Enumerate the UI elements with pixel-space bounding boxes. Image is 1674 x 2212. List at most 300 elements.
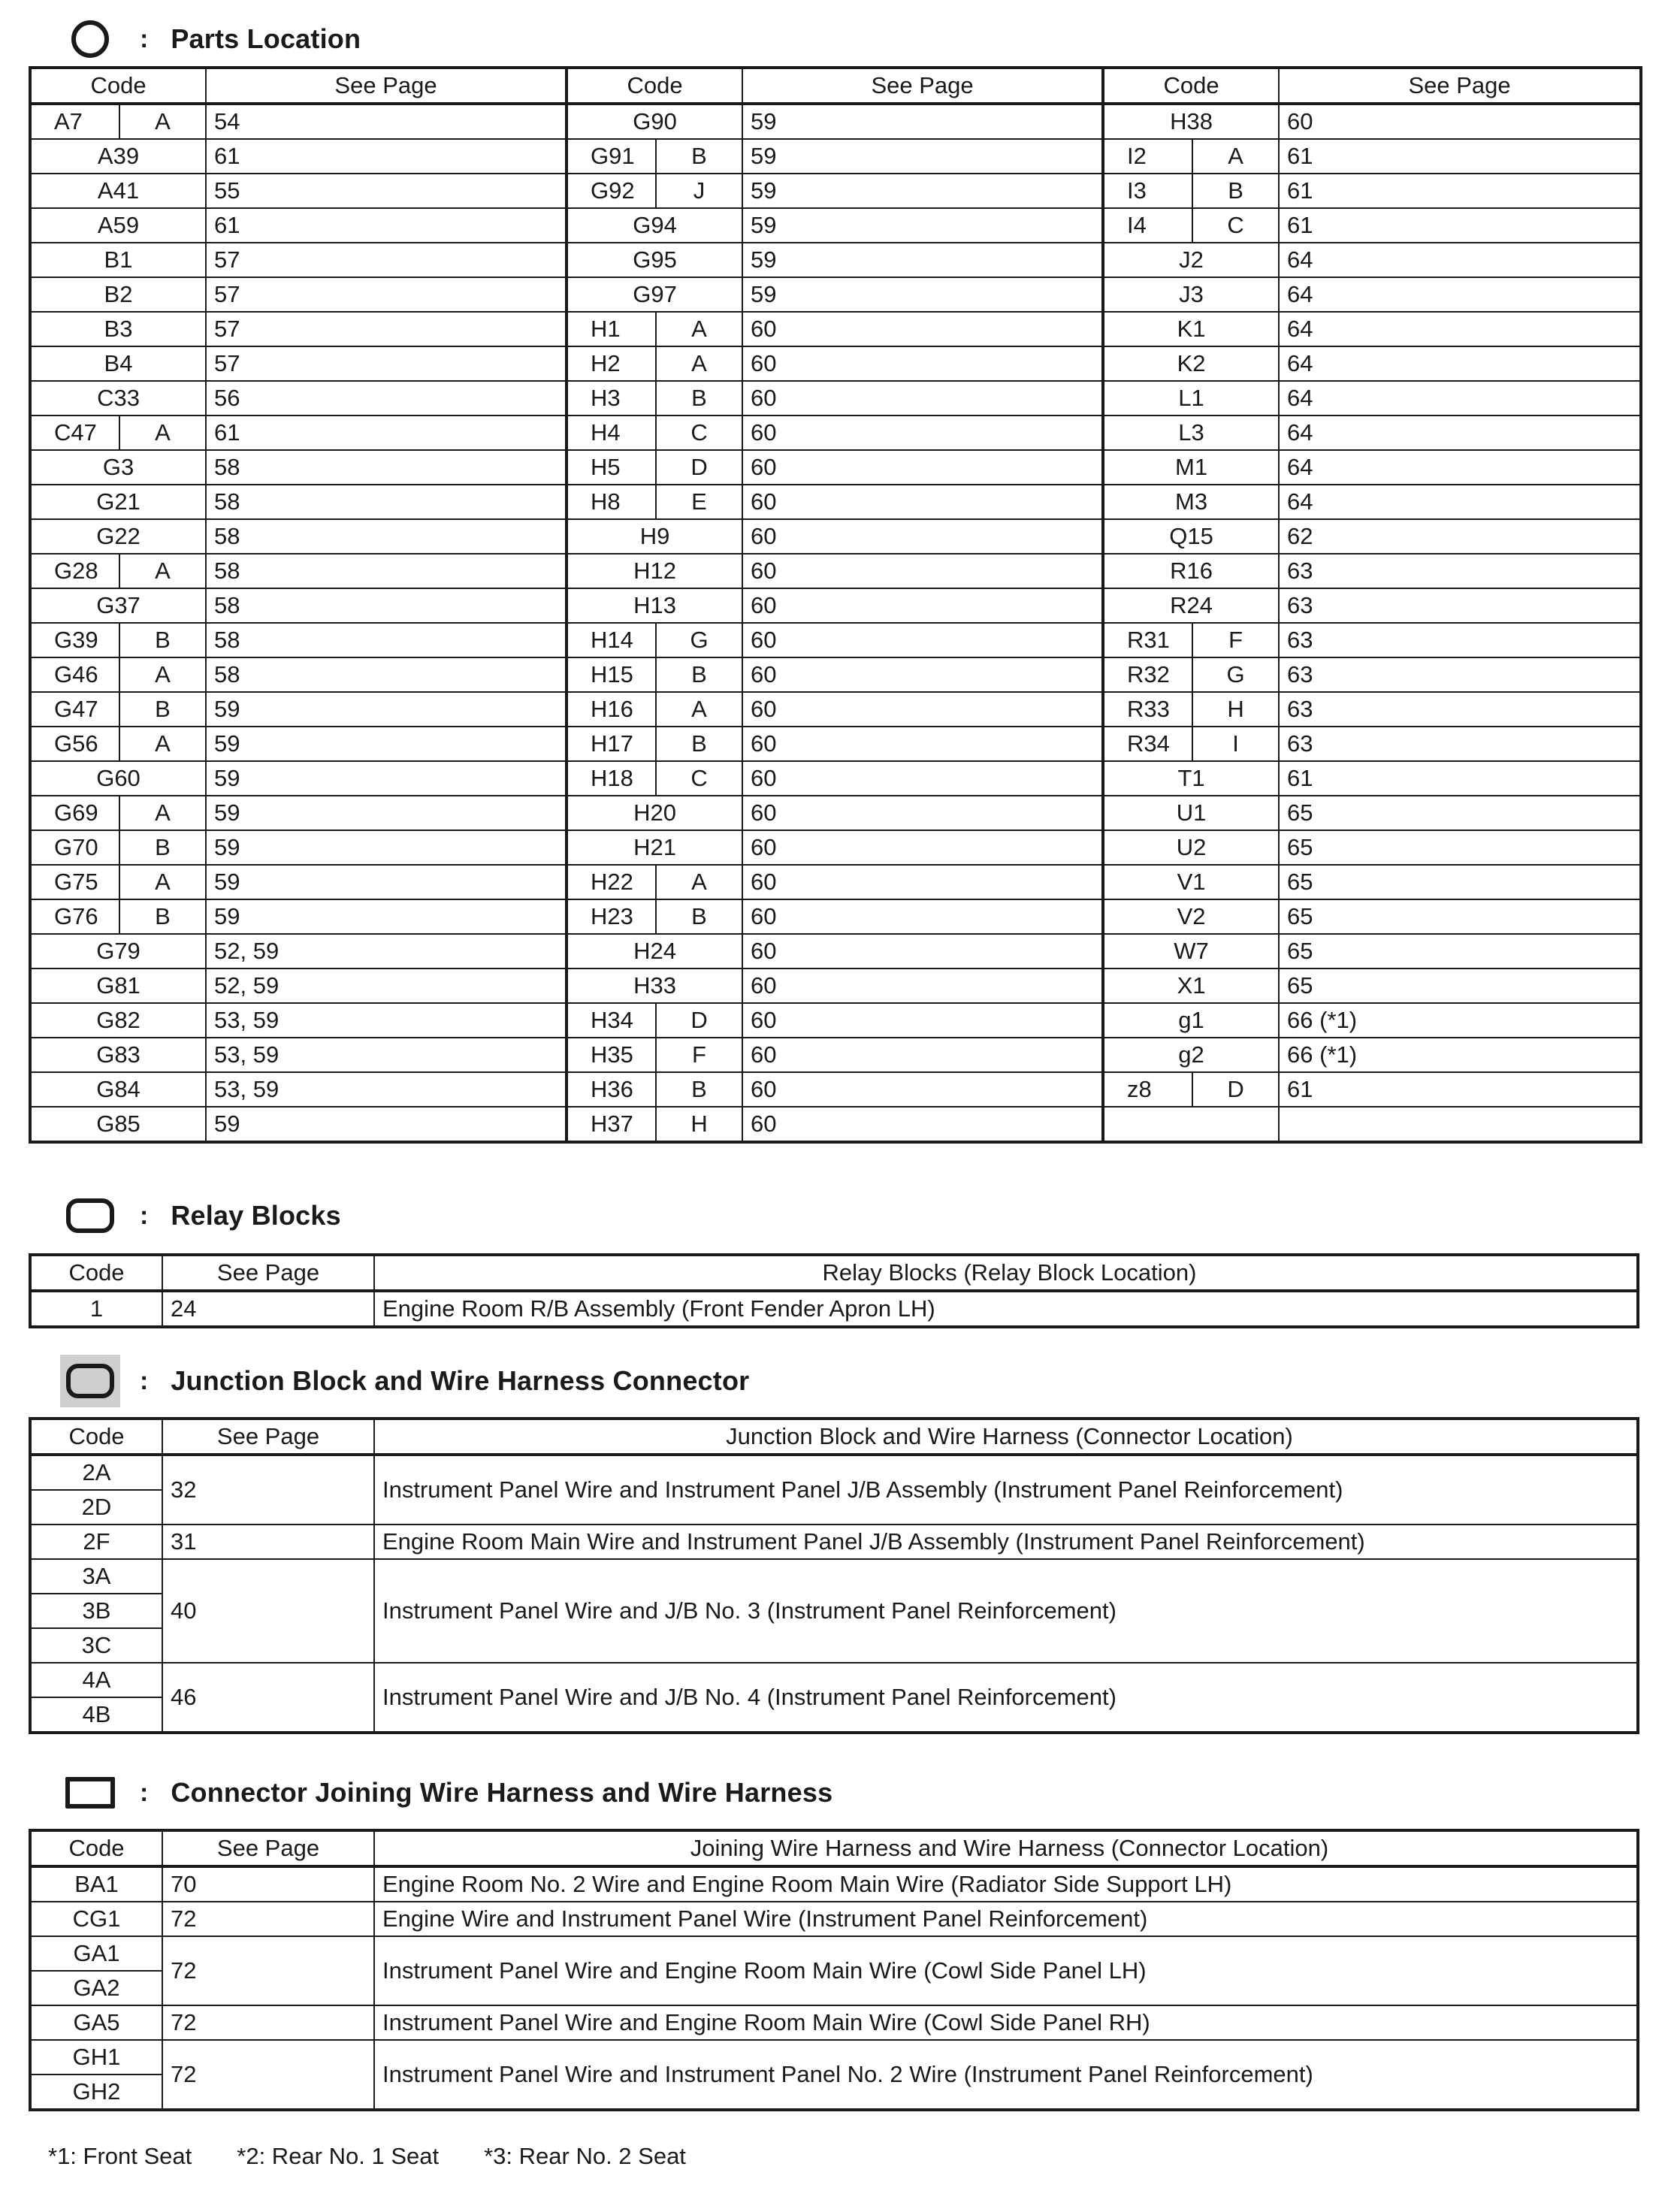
description-cell: Instrument Panel Wire and J/B No. 3 (Instrument Panel Reinforcement) <box>374 1559 1638 1663</box>
code-cell: H22 <box>567 865 656 899</box>
description-cell: Instrument Panel Wire and Instrument Panel No. 2 Wire (Instrument Panel Reinforcement) <box>374 2040 1638 2110</box>
code-cell: K2 <box>1103 346 1279 381</box>
sub-code-cell: F <box>1192 623 1279 657</box>
code-cell: 2F <box>30 1525 162 1559</box>
code-cell: H34 <box>567 1003 656 1038</box>
table-row <box>30 243 1641 277</box>
footnote: *1: Front Seat <box>48 2143 192 2169</box>
sub-code-cell: A <box>119 727 206 761</box>
sub-code-cell: C <box>1192 208 1279 243</box>
table-row <box>30 1902 1638 1936</box>
see-page-cell: 59 <box>742 208 1103 243</box>
see-page-cell: 64 <box>1279 346 1641 381</box>
relay-blocks-table <box>29 1253 1639 1328</box>
see-page-cell: 64 <box>1279 450 1641 485</box>
sub-code-cell: B <box>119 692 206 727</box>
table-row <box>30 104 1641 139</box>
code-cell: I3 <box>1103 174 1192 208</box>
see-page-cell: 65 <box>1279 830 1641 865</box>
table-row <box>30 139 1641 174</box>
code-cell: H13 <box>567 588 742 623</box>
code-cell: G75 <box>30 865 119 899</box>
sub-code-cell: A <box>656 312 742 346</box>
see-page-cell: 59 <box>206 692 567 727</box>
code-cell: R34 <box>1103 727 1192 761</box>
code-cell: C33 <box>30 381 206 416</box>
code-cell: H4 <box>567 416 656 450</box>
sub-code-cell: B <box>119 830 206 865</box>
table-row <box>30 1866 1638 1902</box>
see-page-cell: 59 <box>206 796 567 830</box>
see-page-cell: 60 <box>742 969 1103 1003</box>
sub-code-cell: A <box>656 692 742 727</box>
see-page-cell: 60 <box>742 657 1103 692</box>
footnote: *2: Rear No. 1 Seat <box>237 2143 440 2169</box>
code-cell: GA1 <box>30 1936 162 1971</box>
see-page-cell: 60 <box>742 312 1103 346</box>
code-cell: H37 <box>567 1107 656 1142</box>
description-cell: Instrument Panel Wire and Engine Room Main Wire (Cowl Side Panel RH) <box>374 2005 1638 2040</box>
code-cell: H12 <box>567 554 742 588</box>
see-page-cell: 58 <box>206 519 567 554</box>
code-cell: H35 <box>567 1038 656 1072</box>
code-cell: GA5 <box>30 2005 162 2040</box>
code-cell: G56 <box>30 727 119 761</box>
see-page-cell: 32 <box>162 1455 374 1525</box>
table-row <box>30 1072 1641 1107</box>
see-page-cell: 64 <box>1279 381 1641 416</box>
see-page-cell: 59 <box>742 243 1103 277</box>
see-page-cell: 60 <box>742 554 1103 588</box>
sub-code-cell: H <box>656 1107 742 1142</box>
code-cell: G39 <box>30 623 119 657</box>
see-page-cell: 61 <box>1279 174 1641 208</box>
see-page-cell: 65 <box>1279 796 1641 830</box>
code-cell: G21 <box>30 485 206 519</box>
code-cell: R31 <box>1103 623 1192 657</box>
sub-code-cell: H <box>1192 692 1279 727</box>
code-cell: A59 <box>30 208 206 243</box>
parts-location-heading: : Parts Location <box>56 15 361 63</box>
code-cell: G47 <box>30 692 119 727</box>
see-page-cell: 60 <box>742 416 1103 450</box>
code-cell: GH2 <box>30 2075 162 2110</box>
see-page-cell: 55 <box>206 174 567 208</box>
connector-joining-heading: : Connector Joining Wire Harness and Wire Harness <box>56 1769 832 1817</box>
table-row <box>30 312 1641 346</box>
description-cell: Engine Wire and Instrument Panel Wire (Instrument Panel Reinforcement) <box>374 1902 1638 1936</box>
code-cell: L3 <box>1103 416 1279 450</box>
description-cell: Instrument Panel Wire and J/B No. 4 (Instrument Panel Reinforcement) <box>374 1663 1638 1733</box>
code-cell: G95 <box>567 243 742 277</box>
see-page-header: See Page <box>742 68 1103 104</box>
description-cell: Engine Room Main Wire and Instrument Panel J/B Assembly (Instrument Panel Reinforcement) <box>374 1525 1638 1559</box>
code-cell: R33 <box>1103 692 1192 727</box>
table-row <box>30 969 1641 1003</box>
code-cell: G69 <box>30 796 119 830</box>
see-page-cell: 72 <box>162 1902 374 1936</box>
table-row <box>30 899 1641 934</box>
table-row <box>30 692 1641 727</box>
code-cell: B1 <box>30 243 206 277</box>
code-header: Code <box>567 68 742 104</box>
table-row <box>30 346 1641 381</box>
code-cell: C47 <box>30 416 119 450</box>
see-page-cell: 53, 59 <box>206 1072 567 1107</box>
sub-code-cell: I <box>1192 727 1279 761</box>
table-row <box>30 2040 1638 2075</box>
sub-code-cell: G <box>656 623 742 657</box>
table-row <box>30 1107 1641 1142</box>
code-cell: H20 <box>567 796 742 830</box>
code-cell: G83 <box>30 1038 206 1072</box>
table-row <box>30 519 1641 554</box>
see-page-cell: 62 <box>1279 519 1641 554</box>
code-cell: W7 <box>1103 934 1279 969</box>
code-cell: GA2 <box>30 1971 162 2005</box>
see-page-cell: 63 <box>1279 623 1641 657</box>
see-page-cell: 61 <box>1279 208 1641 243</box>
see-page-cell: 58 <box>206 450 567 485</box>
sub-code-cell: G <box>1192 657 1279 692</box>
table-row <box>30 485 1641 519</box>
sub-code-cell: B <box>656 1072 742 1107</box>
section-title: Connector Joining Wire Harness and Wire Harness <box>171 1777 833 1808</box>
code-cell: G81 <box>30 969 206 1003</box>
rounded-rect-icon <box>56 1192 125 1240</box>
sub-code-cell: B <box>119 899 206 934</box>
table-row <box>30 588 1641 623</box>
circle-icon <box>56 15 125 63</box>
see-page-cell: 61 <box>206 208 567 243</box>
code-cell: J3 <box>1103 277 1279 312</box>
see-page-header: See Page <box>1279 68 1641 104</box>
see-page-cell: 60 <box>742 1003 1103 1038</box>
table-row <box>30 381 1641 416</box>
see-page-cell: 57 <box>206 312 567 346</box>
code-cell: H5 <box>567 450 656 485</box>
see-page-cell: 60 <box>742 450 1103 485</box>
see-page-cell: 64 <box>1279 277 1641 312</box>
see-page-cell: 53, 59 <box>206 1038 567 1072</box>
code-cell: 2D <box>30 1490 162 1525</box>
see-page-cell: 40 <box>162 1559 374 1663</box>
see-page-cell: 53, 59 <box>206 1003 567 1038</box>
see-page-cell: 65 <box>1279 899 1641 934</box>
sub-code-cell: A <box>119 416 206 450</box>
see-page-cell: 61 <box>1279 139 1641 174</box>
see-page-cell: 64 <box>1279 485 1641 519</box>
code-cell: CG1 <box>30 1902 162 1936</box>
sub-code-cell: A <box>119 865 206 899</box>
see-page-cell: 58 <box>206 554 567 588</box>
sub-code-cell: A <box>119 796 206 830</box>
sub-code-cell: D <box>1192 1072 1279 1107</box>
table-row <box>30 1455 1638 1490</box>
see-page-cell: 59 <box>742 139 1103 174</box>
see-page-cell: 54 <box>206 104 567 139</box>
see-page-cell: 60 <box>742 761 1103 796</box>
sub-code-cell: B <box>119 623 206 657</box>
rectangle-icon <box>56 1769 125 1817</box>
table-row <box>30 865 1641 899</box>
table-row <box>30 657 1641 692</box>
code-cell: G60 <box>30 761 206 796</box>
table-row <box>30 796 1641 830</box>
sub-code-cell: A <box>656 865 742 899</box>
table-row <box>30 1525 1638 1559</box>
code-cell: J2 <box>1103 243 1279 277</box>
see-page-cell: 56 <box>206 381 567 416</box>
see-page-cell: 46 <box>162 1663 374 1733</box>
code-cell: A7 <box>30 104 119 139</box>
code-cell: H14 <box>567 623 656 657</box>
see-page-cell: 60 <box>742 485 1103 519</box>
code-cell: H15 <box>567 657 656 692</box>
sub-code-cell: B <box>1192 174 1279 208</box>
see-page-cell: 72 <box>162 1936 374 2005</box>
code-cell: V2 <box>1103 899 1279 934</box>
table-row <box>30 1936 1638 1971</box>
code-cell: B3 <box>30 312 206 346</box>
sub-code-cell: D <box>656 1003 742 1038</box>
code-cell: I4 <box>1103 208 1192 243</box>
code-cell: 3B <box>30 1594 162 1628</box>
see-page-cell: 72 <box>162 2005 374 2040</box>
code-cell: 3A <box>30 1559 162 1594</box>
code-cell: U1 <box>1103 796 1279 830</box>
sub-code-cell: F <box>656 1038 742 1072</box>
sub-code-cell: C <box>656 761 742 796</box>
sub-code-cell: C <box>656 416 742 450</box>
table-row <box>30 727 1641 761</box>
code-cell: G22 <box>30 519 206 554</box>
table-row <box>30 450 1641 485</box>
code-cell: G90 <box>567 104 742 139</box>
table-row <box>30 761 1641 796</box>
see-page-cell: 58 <box>206 657 567 692</box>
see-page-cell: 57 <box>206 346 567 381</box>
table-row <box>30 416 1641 450</box>
section-title: Relay Blocks <box>171 1200 341 1231</box>
code-cell: BA1 <box>30 1866 162 1902</box>
sub-code-cell: A <box>119 104 206 139</box>
code-cell: I2 <box>1103 139 1192 174</box>
see-page-cell: 70 <box>162 1866 374 1902</box>
see-page-cell: 60 <box>742 727 1103 761</box>
see-page-cell: 59 <box>742 277 1103 312</box>
code-cell: G70 <box>30 830 119 865</box>
table-row <box>30 1559 1638 1594</box>
see-page-cell: 60 <box>742 692 1103 727</box>
see-page-cell: 31 <box>162 1525 374 1559</box>
sub-code-cell: B <box>656 899 742 934</box>
see-page-cell: 65 <box>1279 969 1641 1003</box>
table-header-row <box>30 68 1641 104</box>
see-page-cell: 60 <box>742 830 1103 865</box>
code-cell: M3 <box>1103 485 1279 519</box>
code-cell: G94 <box>567 208 742 243</box>
see-page-cell: 60 <box>742 1072 1103 1107</box>
code-cell: B4 <box>30 346 206 381</box>
code-cell: R16 <box>1103 554 1279 588</box>
see-page-cell: 59 <box>206 727 567 761</box>
see-page-cell: 61 <box>1279 761 1641 796</box>
see-page-cell: 60 <box>742 1107 1103 1142</box>
code-cell: H38 <box>1103 104 1279 139</box>
sub-code-cell: B <box>656 657 742 692</box>
code-cell: H18 <box>567 761 656 796</box>
see-page-cell: 61 <box>206 416 567 450</box>
table-row <box>30 830 1641 865</box>
code-cell: H33 <box>567 969 742 1003</box>
code-cell: L1 <box>1103 381 1279 416</box>
code-cell: G97 <box>567 277 742 312</box>
see-page-cell: 60 <box>742 1038 1103 1072</box>
see-page-cell: 60 <box>742 899 1103 934</box>
table-header-row: Code See Page Relay Blocks (Relay Block Location) <box>30 1255 1638 1291</box>
sub-code-cell: A <box>1192 139 1279 174</box>
code-cell: Q15 <box>1103 519 1279 554</box>
see-page-cell: 60 <box>742 623 1103 657</box>
see-page-cell: 59 <box>206 899 567 934</box>
parts-location-table <box>29 66 1642 1144</box>
sub-code-cell: A <box>119 657 206 692</box>
table-header-row: Code See Page Junction Block and Wire Harness (Connector Location) <box>30 1419 1638 1455</box>
section-title: Parts Location <box>171 23 361 54</box>
sub-code-cell: B <box>656 381 742 416</box>
see-page-cell: 63 <box>1279 554 1641 588</box>
sub-code-cell: J <box>656 174 742 208</box>
code-cell: 4A <box>30 1663 162 1697</box>
code-cell: R32 <box>1103 657 1192 692</box>
code-cell: 2A <box>30 1455 162 1490</box>
code-cell: H3 <box>567 381 656 416</box>
connector-joining-table <box>29 1829 1639 2111</box>
code-cell: G85 <box>30 1107 206 1142</box>
code-cell: H17 <box>567 727 656 761</box>
code-cell: R24 <box>1103 588 1279 623</box>
sub-code-cell: E <box>656 485 742 519</box>
table-row <box>30 1663 1638 1697</box>
see-page-cell: 59 <box>206 761 567 796</box>
see-page-cell: 57 <box>206 243 567 277</box>
code-cell: g1 <box>1103 1003 1279 1038</box>
code-cell: K1 <box>1103 312 1279 346</box>
sub-code-cell: B <box>656 139 742 174</box>
section-title: Junction Block and Wire Harness Connector <box>171 1365 750 1396</box>
see-page-cell: 64 <box>1279 416 1641 450</box>
code-cell: H36 <box>567 1072 656 1107</box>
see-page-cell: 64 <box>1279 312 1641 346</box>
see-page-cell: 60 <box>742 381 1103 416</box>
see-page-cell: 60 <box>742 934 1103 969</box>
code-cell: G92 <box>567 174 656 208</box>
code-cell: H1 <box>567 312 656 346</box>
code-cell: G28 <box>30 554 119 588</box>
see-page-cell: 60 <box>742 796 1103 830</box>
see-page-cell: 63 <box>1279 657 1641 692</box>
see-page-cell: 63 <box>1279 588 1641 623</box>
sub-code-cell: D <box>656 450 742 485</box>
code-cell: M1 <box>1103 450 1279 485</box>
description-cell: Instrument Panel Wire and Engine Room Main Wire (Cowl Side Panel LH) <box>374 1936 1638 2005</box>
see-page-cell: 58 <box>206 485 567 519</box>
see-page-cell: 61 <box>206 139 567 174</box>
see-page-cell: 58 <box>206 623 567 657</box>
junction-block-table <box>29 1417 1639 1734</box>
code-cell: 3C <box>30 1628 162 1663</box>
see-page-cell: 52, 59 <box>206 969 567 1003</box>
see-page-cell: 59 <box>206 830 567 865</box>
table-row <box>30 554 1641 588</box>
see-page-cell: 65 <box>1279 865 1641 899</box>
sub-code-cell: A <box>119 554 206 588</box>
code-cell: G84 <box>30 1072 206 1107</box>
table-row <box>30 174 1641 208</box>
see-page-cell: 60 <box>742 346 1103 381</box>
see-page-cell: 52, 59 <box>206 934 567 969</box>
see-page-cell: 58 <box>206 588 567 623</box>
see-page-cell: 66 (*1) <box>1279 1003 1641 1038</box>
code-cell: H21 <box>567 830 742 865</box>
table-header-row: Code See Page Joining Wire Harness and Wire Harness (Connector Location) <box>30 1830 1638 1866</box>
see-page-cell: 60 <box>742 865 1103 899</box>
code-cell: H2 <box>567 346 656 381</box>
see-page-cell: 57 <box>206 277 567 312</box>
junction-block-heading: : Junction Block and Wire Harness Connector <box>56 1357 749 1405</box>
table-row <box>30 208 1641 243</box>
see-page-cell: 60 <box>742 588 1103 623</box>
shaded-rounded-rect-icon <box>56 1357 125 1405</box>
see-page-cell: 61 <box>1279 1072 1641 1107</box>
see-page-cell: 59 <box>206 1107 567 1142</box>
table-row <box>30 1003 1641 1038</box>
code-cell: 4B <box>30 1697 162 1733</box>
code-cell: G37 <box>30 588 206 623</box>
see-page-cell: 60 <box>742 519 1103 554</box>
see-page-cell: 64 <box>1279 243 1641 277</box>
code-cell: G76 <box>30 899 119 934</box>
code-cell: g2 <box>1103 1038 1279 1072</box>
code-cell: X1 <box>1103 969 1279 1003</box>
code-cell: G79 <box>30 934 206 969</box>
see-page-cell: 59 <box>742 104 1103 139</box>
description-cell: Instrument Panel Wire and Instrument Panel J/B Assembly (Instrument Panel Reinforcement) <box>374 1455 1638 1525</box>
code-cell: U2 <box>1103 830 1279 865</box>
footnote: *3: Rear No. 2 Seat <box>484 2143 686 2169</box>
table-row <box>30 623 1641 657</box>
see-page-cell: 63 <box>1279 727 1641 761</box>
code-header: Code <box>1103 68 1279 104</box>
description-cell: Engine Room No. 2 Wire and Engine Room Main Wire (Radiator Side Support LH) <box>374 1866 1638 1902</box>
code-cell: A41 <box>30 174 206 208</box>
code-cell: H23 <box>567 899 656 934</box>
sub-code-cell: B <box>656 727 742 761</box>
code-cell: H8 <box>567 485 656 519</box>
code-cell: GH1 <box>30 2040 162 2075</box>
code-cell: G82 <box>30 1003 206 1038</box>
code-cell: A39 <box>30 139 206 174</box>
code-cell: G91 <box>567 139 656 174</box>
see-page-cell: 66 (*1) <box>1279 1038 1641 1072</box>
see-page-cell: 59 <box>742 174 1103 208</box>
table-row <box>30 277 1641 312</box>
code-cell: H9 <box>567 519 742 554</box>
see-page-header: See Page <box>206 68 567 104</box>
table-row: 1 24 Engine Room R/B Assembly (Front Fender Apron LH) <box>30 1291 1638 1327</box>
see-page-cell: 63 <box>1279 692 1641 727</box>
